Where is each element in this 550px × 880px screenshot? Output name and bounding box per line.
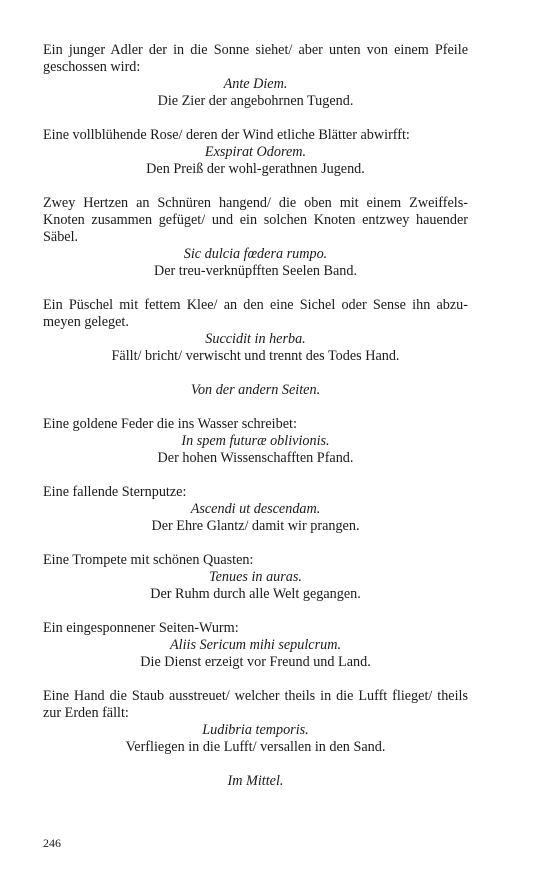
- section-heading: Im Mittel.: [227, 773, 284, 789]
- emblem-verse: Der hohen Wissenschafften Pfand.: [157, 450, 354, 466]
- emblem-description: Ein eingesponnener Seiten-Wurm:: [43, 620, 239, 636]
- emblem-verse: Der treu-verknüpfften Seelen Band.: [153, 263, 358, 279]
- emblem-motto: Aliis Sericum mihi sepulcrum.: [169, 637, 342, 653]
- emblem-description: Ein Püschel mit fettem Klee/ an den eine Sichel oder Sense ihn abzu-meyen geleget.: [43, 297, 468, 330]
- emblem-motto: In spem futuræ oblivionis.: [181, 433, 330, 449]
- emblem-motto: Ascendi ut descendam.: [190, 501, 321, 517]
- emblem-verse: Der Ehre Glantz/ damit wir prangen.: [151, 518, 360, 534]
- emblem-description: Eine fallende Sternputze:: [43, 484, 187, 500]
- emblem-description: Zwey Hertzen an Schnüren hangend/ die oben mit einem Zweiffels-Knoten zusammen gefüget/ und ein solchen Knoten entzwey hauender Säbel.: [43, 195, 468, 245]
- emblem-description: Eine vollblühende Rose/ deren der Wind etliche Blätter abwirfft:: [43, 127, 410, 143]
- emblem-verse: Der Ruhm durch alle Welt gegangen.: [150, 586, 361, 602]
- section-heading: Von der andern Seiten.: [190, 382, 321, 398]
- emblem-motto: Succidit in herba.: [205, 331, 306, 347]
- emblem-description: Eine Trompete mit schönen Quasten:: [43, 552, 254, 568]
- emblem-motto: Ludibria temporis.: [202, 722, 309, 738]
- emblem-motto: Exspirat Odorem.: [204, 144, 307, 160]
- emblem-verse: Fällt/ bricht/ verwischt und trennt des Todes Hand.: [111, 348, 400, 364]
- emblem-verse: Die Dienst erzeigt vor Freund und Land.: [140, 654, 371, 670]
- emblem-description: Eine goldene Feder die ins Wasser schreibet:: [43, 416, 297, 432]
- emblem-description: Ein junger Adler der in die Sonne siehet/ aber unten von einem Pfeile geschossen wird:: [43, 42, 468, 75]
- emblem-entry: [43, 688, 468, 756]
- emblem-entry: [43, 127, 468, 178]
- emblem-verse: Den Preiß der wohl-gerathnen Jugend.: [146, 161, 365, 177]
- emblem-entry: [43, 620, 468, 671]
- emblem-entry: [43, 552, 468, 603]
- emblem-motto: Tenues in auras.: [209, 569, 302, 585]
- emblem-verse: Verfliegen in die Lufft/ versallen in den Sand.: [125, 739, 386, 755]
- emblem-entry: [43, 484, 468, 535]
- emblem-motto: Sic dulcia fœdera rumpo.: [183, 246, 328, 262]
- emblem-motto: Ante Diem.: [223, 76, 288, 92]
- emblem-entry: [43, 416, 468, 467]
- page-number: 246: [43, 836, 61, 850]
- emblem-entry: [43, 297, 468, 365]
- emblem-entry: [43, 42, 468, 110]
- emblem-verse: Die Zier der angebohrnen Tugend.: [157, 93, 354, 109]
- emblem-description: Eine Hand die Staub ausstreuet/ welcher theils in die Lufft flieget/ theils zur Erden fällt:: [43, 688, 468, 721]
- emblem-entry: [43, 195, 468, 280]
- page-content: [43, 42, 468, 807]
